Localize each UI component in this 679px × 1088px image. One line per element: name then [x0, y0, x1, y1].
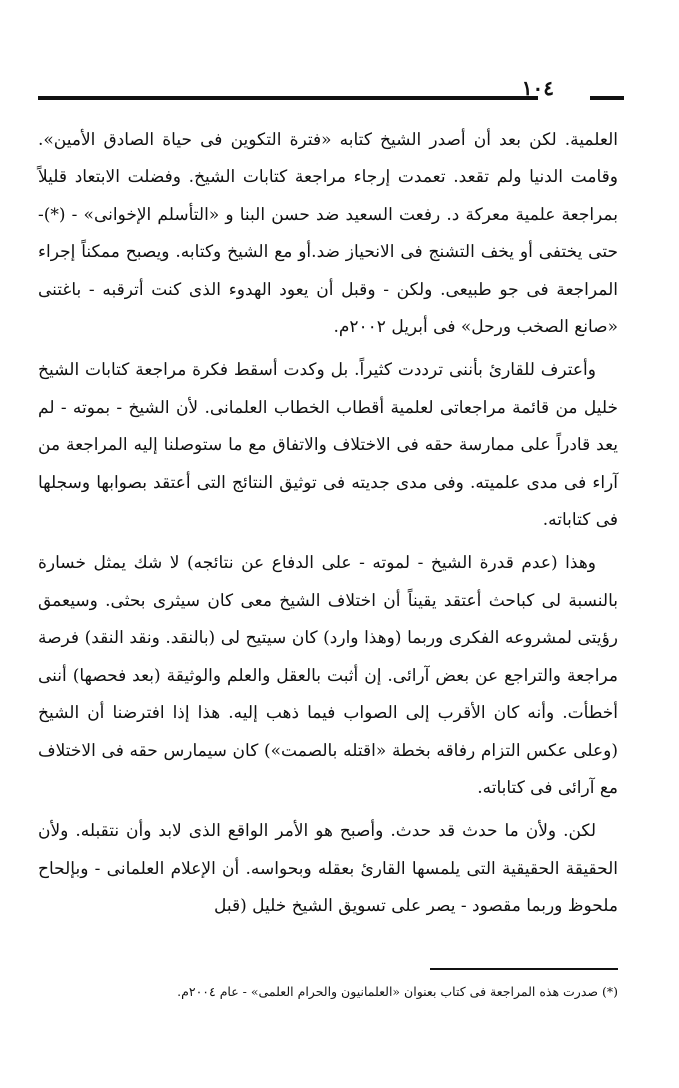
footnote: (*) صدرت هذه المراجعة فى كتاب بعنوان «العلمانيون والحرام العلمى» - عام ٢٠٠٤م. — [177, 984, 618, 999]
header-rule-short — [590, 96, 624, 100]
footnote-divider — [430, 968, 618, 970]
main-text — [38, 122, 618, 932]
page-header — [38, 78, 624, 108]
paragraph-3: وهذا (عدم قدرة الشيخ - لموته - على الدفاع عن نتائجه) لا شك يمثل خسارة بالنسبة لى كباحث أعتقد يقيناً أن اختلاف الشيخ معى كان سيثرى بحثى. وسيعمق رؤيتى لمشروعه الفكرى وربما (وهذا وارد) كان سيتيح لى (بالنقد. ونقد النقد) فرصة مراجعة والتراجع عن بعض آرائى. إن أثبت بالعقل والعلم والوثيقة (بعد فحصها) أننى أخطأت. وأنه كان الأقرب إلى الصواب فيما ذهب إليه. هذا إذا افترضنا أن الشيخ (وعلى عكس التزام رفاقه بخطة «اقتله بالصمت») كان سيمارس حقه فى الاختلاف مع آرائى فى كتاباته. — [38, 553, 618, 798]
page-number: ١٠٤ — [521, 76, 554, 100]
header-rule-long — [38, 96, 538, 100]
paragraph-4: لكن. ولأن ما حدث قد حدث. وأصبح هو الأمر الواقع الذى لابد وأن نتقبله. ولأن الحقيقة الحقيقية التى يلمسها القارئ بعقله وبحواسه. أن الإعلام العلمانى - وبإلحاح ملحوظ وربما مقصود - يصر على تسويق الشيخ خليل (قبل — [38, 821, 618, 917]
paragraph-2: وأعترف للقارئ بأننى ترددت كثيراً. بل وكدت أسقط فكرة مراجعة كتابات الشيخ خليل من قائمة مراجعاتى لعلمية أقطاب الخطاب العلمانى. لأن الشيخ - بموته - لم يعد قادراً على ممارسة حقه فى الاختلاف والاتفاق مع ما ستوصلنا إليه المراجعة من آراء فى مدى علميته. وفى مدى جديته فى توثيق النتائج التى أعتقد بصوابها وسجلها فى كتاباته. — [38, 360, 618, 531]
paragraph-1: العلمية. لكن بعد أن أصدر الشيخ كتابه «فترة التكوين فى حياة الصادق الأمين». وقامت الدنيا ولم تقعد. تعمدت إرجاء مراجعة كتابات الشيخ. وفضلت الابتعاد قليلاً بمراجعة علمية معركة د. رفعت السعيد ضد حسن البنا و «التأسلم الإخوانى» - (*)-حتى يختفى أو يخف التشنج فى الانحياز ضد.أو مع الشيخ وكتابه. ويصبح ممكناً إجراء المراجعة فى جو طبيعى. ولكن - وقبل أن يعود الهدوء الذى كنت أترقبه - باغتنى «صانع الصخب ورحل» فى أبريل ٢٠٠٢م. — [38, 130, 618, 338]
